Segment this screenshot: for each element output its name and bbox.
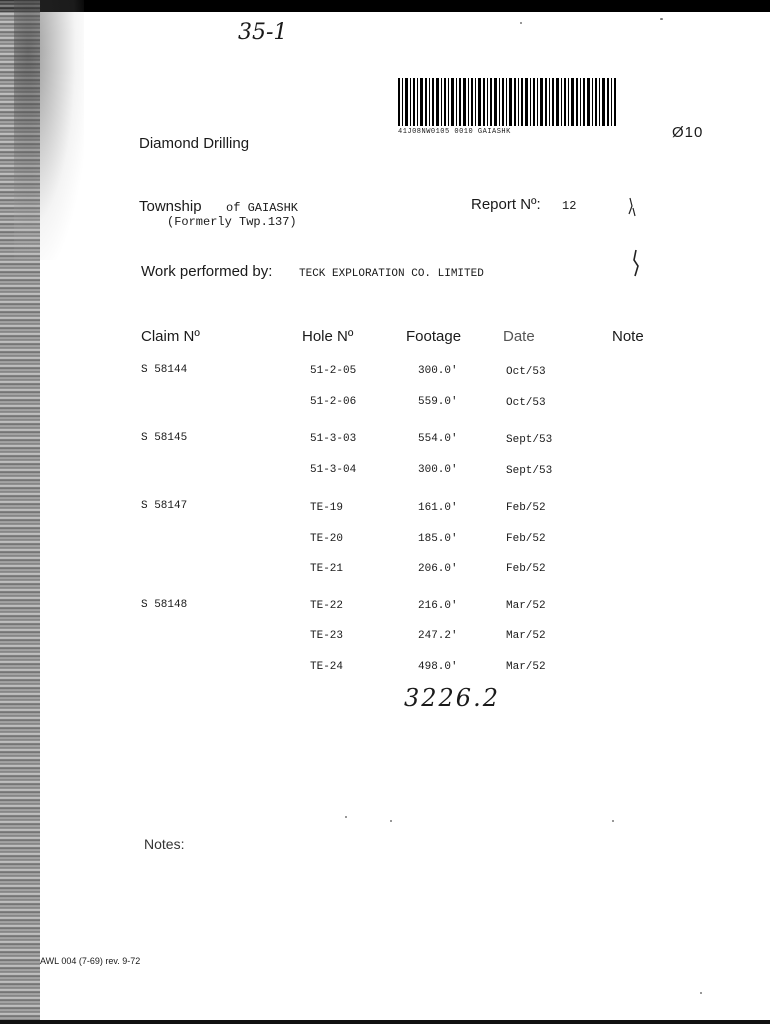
- scan-speck: [520, 22, 522, 24]
- footage-cell: 206.0': [418, 563, 458, 575]
- date-cell: Mar/52: [506, 630, 546, 642]
- township-label: Township: [139, 198, 202, 215]
- township-value: of GAIASHK: [226, 201, 299, 215]
- footage-cell: 185.0': [418, 533, 458, 545]
- footage-cell: 498.0': [418, 661, 458, 673]
- header-note: Note: [612, 328, 644, 345]
- form-code: AWL 004 (7-69) rev. 9-72: [40, 956, 141, 966]
- date-cell: Oct/53: [506, 366, 546, 378]
- date-cell: Sept/53: [506, 465, 553, 477]
- header-hole: Hole Nº: [302, 328, 354, 345]
- hole-cell: 51-2-05: [310, 365, 357, 377]
- claim-cell: S 58147: [141, 500, 188, 512]
- page-code: Ø10: [672, 124, 704, 141]
- notes-label: Notes:: [144, 836, 185, 852]
- claim-cell: S 58145: [141, 432, 188, 444]
- date-cell: Feb/52: [506, 563, 546, 575]
- footage-cell: 300.0': [418, 365, 458, 377]
- handwritten-total-footage: 3226.2: [404, 684, 500, 712]
- footage-cell: 247.2': [418, 630, 458, 642]
- date-cell: Sept/53: [506, 434, 553, 446]
- date-cell: Oct/53: [506, 397, 546, 409]
- barcode: [398, 78, 616, 126]
- date-cell: Mar/52: [506, 600, 546, 612]
- date-cell: Feb/52: [506, 502, 546, 514]
- footage-cell: 300.0': [418, 464, 458, 476]
- footage-cell: 554.0': [418, 433, 458, 445]
- hole-cell: TE-20: [310, 533, 344, 545]
- hole-cell: TE-19: [310, 502, 344, 514]
- report-label: Report Nº:: [471, 196, 541, 213]
- township-former-name: (Formerly Twp.137): [167, 215, 297, 229]
- report-number: 12: [562, 199, 577, 213]
- scan-speck: [345, 816, 347, 818]
- barcode-caption: 41J08NW0105 0010 GAIASHK: [398, 128, 511, 136]
- date-cell: Mar/52: [506, 661, 546, 673]
- scan-bottom-border: [0, 1020, 770, 1024]
- hole-cell: 51-2-06: [310, 396, 357, 408]
- header-footage: Footage: [406, 328, 462, 345]
- hole-cell: TE-21: [310, 563, 344, 575]
- header-claim: Claim Nº: [141, 328, 200, 345]
- hole-cell: 51-3-04: [310, 464, 357, 476]
- hole-cell: TE-23: [310, 630, 344, 642]
- date-cell: Feb/52: [506, 533, 546, 545]
- scan-speck: [660, 18, 663, 20]
- form-title: Diamond Drilling: [139, 135, 250, 152]
- pen-marks: [622, 194, 642, 284]
- footage-cell: 161.0': [418, 502, 458, 514]
- work-performed-label: Work performed by:: [141, 263, 273, 280]
- hole-cell: 51-3-03: [310, 433, 357, 445]
- claim-cell: S 58144: [141, 364, 188, 376]
- scan-corner-shadow: [14, 0, 84, 260]
- scan-speck: [612, 820, 614, 822]
- work-performed-value: TECK EXPLORATION CO. LIMITED: [299, 268, 484, 280]
- scan-speck: [390, 820, 392, 822]
- handwritten-file-number: 35-1: [238, 20, 288, 45]
- header-date: Date: [503, 328, 535, 345]
- scan-top-border: [0, 0, 770, 12]
- hole-cell: TE-24: [310, 661, 344, 673]
- scan-speck: [700, 992, 702, 994]
- footage-cell: 216.0': [418, 600, 458, 612]
- footage-cell: 559.0': [418, 396, 458, 408]
- hole-cell: TE-22: [310, 600, 344, 612]
- claim-cell: S 58148: [141, 599, 188, 611]
